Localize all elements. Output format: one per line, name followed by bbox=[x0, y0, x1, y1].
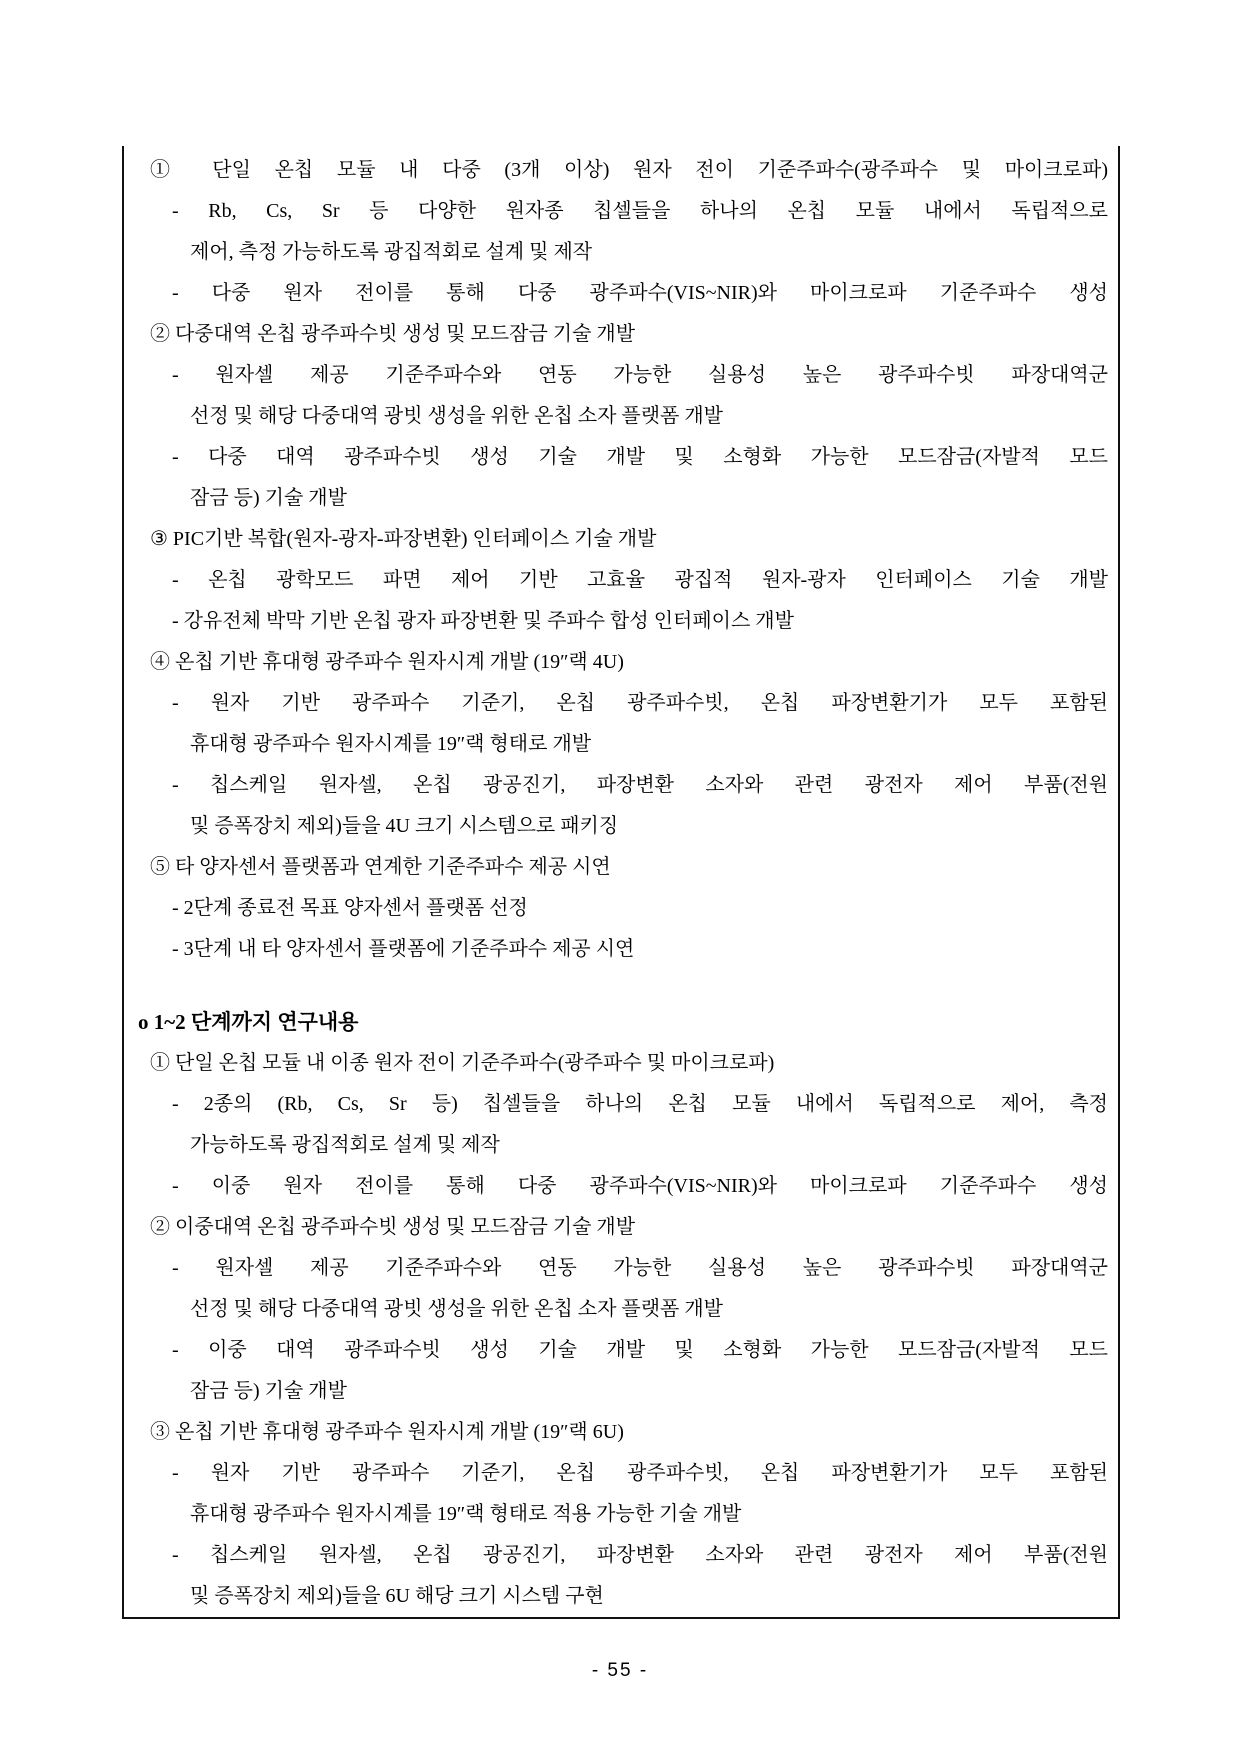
content-line: - 칩스케일 원자셀, 온칩 광공진기, 파장변환 소자와 관련 광전자 제어 부품(전원 bbox=[172, 774, 1108, 796]
content-line: - Rb, Cs, Sr 등 다양한 원자종 칩셀들을 하나의 온칩 모듈 내에서 독립적으로 bbox=[172, 200, 1108, 222]
content-line: 선정 및 해당 다중대역 광빗 생성을 위한 온칩 소자 플랫폼 개발 bbox=[190, 1298, 723, 1320]
page-number: - 55 - bbox=[591, 1660, 649, 1681]
content-line: ① 단일 온칩 모듈 내 다중 (3개 이상) 원자 전이 기준주파수(광주파수 및 마이크로파) bbox=[150, 159, 1108, 181]
content-line: 가능하도록 광집적회로 설계 및 제작 bbox=[190, 1134, 500, 1156]
content-line: 잠금 등) 기술 개발 bbox=[190, 487, 347, 509]
content-line: - 이중 대역 광주파수빗 생성 기술 개발 및 소형화 가능한 모드잠금(자발적 모드 bbox=[172, 1339, 1108, 1361]
blank-gap bbox=[124, 970, 1108, 1002]
content-line: 휴대형 광주파수 원자시계를 19″랙 형태로 적용 가능한 기술 개발 bbox=[190, 1503, 742, 1525]
content-line: ② 다중대역 온칩 광주파수빗 생성 및 모드잠금 기술 개발 bbox=[150, 323, 636, 345]
content-line: - 이중 원자 전이를 통해 다중 광주파수(VIS~NIR)와 마이크로파 기준주파수 생성 bbox=[172, 1175, 1108, 1197]
content-line: - 원자셀 제공 기준주파수와 연동 가능한 실용성 높은 광주파수빗 파장대역군 bbox=[172, 1257, 1108, 1279]
content-line: - 강유전체 박막 기반 온칩 광자 파장변환 및 주파수 합성 인터페이스 개발 bbox=[172, 610, 794, 632]
section-header: o 1~2 단계까지 연구내용 bbox=[138, 1010, 359, 1034]
content-line: 잠금 등) 기술 개발 bbox=[190, 1380, 347, 1402]
content-line: - 칩스케일 원자셀, 온칩 광공진기, 파장변환 소자와 관련 광전자 제어 부품(전원 bbox=[172, 1544, 1108, 1566]
content-line: - 다중 대역 광주파수빗 생성 기술 개발 및 소형화 가능한 모드잠금(자발적 모드 bbox=[172, 446, 1108, 468]
content-line: - 원자 기반 광주파수 기준기, 온칩 광주파수빗, 온칩 파장변환기가 모두 포함된 bbox=[172, 692, 1108, 714]
content-line: - 2종의 (Rb, Cs, Sr 등) 칩셀들을 하나의 온칩 모듈 내에서 독립적으로 제어, 측정 bbox=[172, 1093, 1108, 1115]
content-line: ③ PIC기반 복합(원자-광자-파장변환) 인터페이스 기술 개발 bbox=[150, 528, 657, 550]
content-line: - 다중 원자 전이를 통해 다중 광주파수(VIS~NIR)와 마이크로파 기준주파수 생성 bbox=[172, 282, 1108, 304]
content-line: ③ 온칩 기반 휴대형 광주파수 원자시계 개발 (19″랙 6U) bbox=[150, 1421, 624, 1443]
content-line: 및 증폭장치 제외)들을 4U 크기 시스템으로 패키징 bbox=[190, 815, 619, 837]
content-box bbox=[122, 146, 1120, 1619]
content-line: 제어, 측정 가능하도록 광집적회로 설계 및 제작 bbox=[190, 241, 593, 263]
content-line: ② 이중대역 온칩 광주파수빗 생성 및 모드잠금 기술 개발 bbox=[150, 1216, 636, 1238]
content-line: - 3단계 내 타 양자센서 플랫폼에 기준주파수 제공 시연 bbox=[172, 938, 635, 960]
content-line: ① 단일 온칩 모듈 내 이종 원자 전이 기준주파수(광주파수 및 마이크로파) bbox=[150, 1052, 775, 1074]
content-line: 선정 및 해당 다중대역 광빗 생성을 위한 온칩 소자 플랫폼 개발 bbox=[190, 405, 723, 427]
content-line: - 2단계 종료전 목표 양자센서 플랫폼 선정 bbox=[172, 897, 528, 919]
content-line: 및 증폭장치 제외)들을 6U 해당 크기 시스템 구현 bbox=[190, 1585, 604, 1607]
content-line: ⑤ 타 양자센서 플랫폼과 연계한 기준주파수 제공 시연 bbox=[150, 856, 611, 878]
content-line: ④ 온칩 기반 휴대형 광주파수 원자시계 개발 (19″랙 4U) bbox=[150, 651, 624, 673]
content-line: 휴대형 광주파수 원자시계를 19″랙 형태로 개발 bbox=[190, 733, 592, 755]
content-line: - 온칩 광학모드 파면 제어 기반 고효율 광집적 원자-광자 인터페이스 기술 개발 bbox=[172, 569, 1108, 591]
content-line: - 원자셀 제공 기준주파수와 연동 가능한 실용성 높은 광주파수빗 파장대역군 bbox=[172, 364, 1108, 386]
content-line: - 원자 기반 광주파수 기준기, 온칩 광주파수빗, 온칩 파장변환기가 모두 포함된 bbox=[172, 1462, 1108, 1484]
